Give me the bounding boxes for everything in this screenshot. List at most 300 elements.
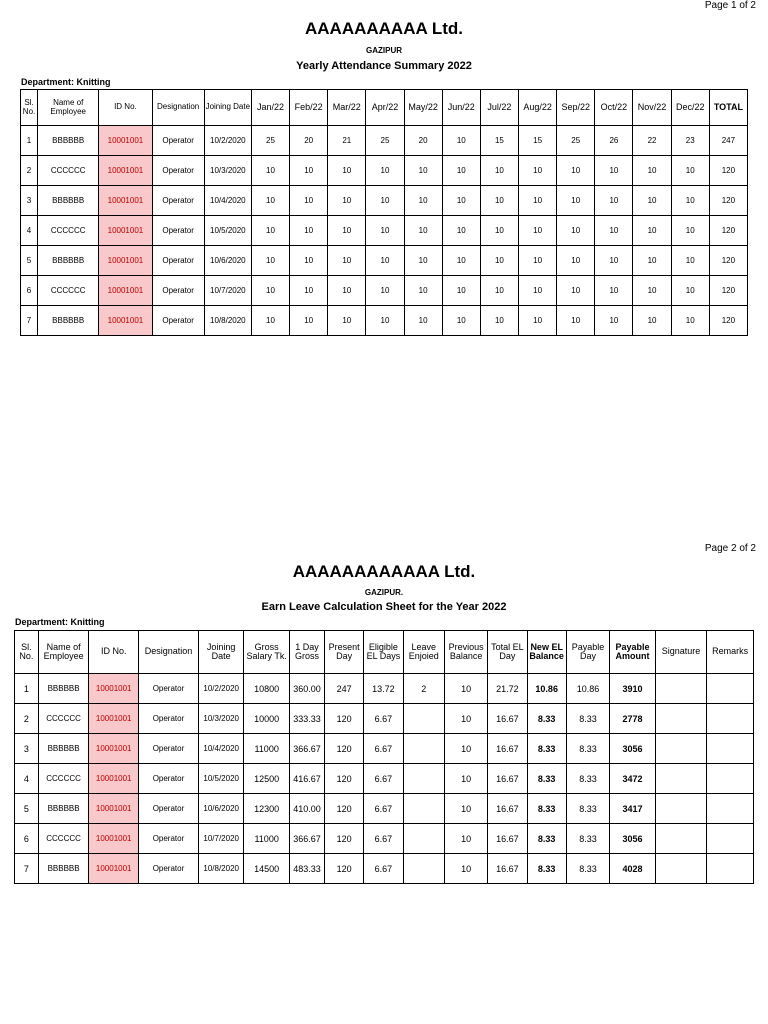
table-cell: 21: [328, 126, 366, 156]
table-cell: 3056: [610, 824, 655, 854]
table-cell: 10/2/2020: [198, 674, 243, 704]
table-cell: Operator: [152, 246, 204, 276]
table-cell: 10800: [244, 674, 289, 704]
column-header: 1 Day Gross: [289, 631, 324, 674]
column-header: Remarks: [707, 631, 754, 674]
table-cell: 10: [328, 306, 366, 336]
table-cell: 10: [328, 156, 366, 186]
blank-cell: [707, 854, 754, 884]
table-cell: CCCCCC: [38, 824, 89, 854]
table-cell: 8.33: [527, 824, 566, 854]
table-cell: 10: [366, 276, 404, 306]
table-cell: [403, 734, 444, 764]
table-cell: 120: [325, 764, 364, 794]
table-cell: 10.86: [527, 674, 566, 704]
table-cell: 120: [325, 824, 364, 854]
table-row: [15, 734, 754, 764]
table-cell: 10: [404, 216, 442, 246]
table-cell: 10: [671, 276, 709, 306]
table-cell: 10/8/2020: [204, 306, 251, 336]
table-cell: 16.67: [488, 854, 527, 884]
page-number: Page 2 of 2: [704, 543, 756, 554]
table-cell: 10: [328, 246, 366, 276]
id-cell: 10001001: [99, 216, 152, 246]
table-cell: [403, 854, 444, 884]
column-header: TOTAL: [709, 90, 747, 126]
table-cell: 8.33: [527, 854, 566, 884]
table-cell: 483.33: [289, 854, 324, 884]
table-cell: 10/6/2020: [198, 794, 243, 824]
table-cell: 25: [366, 126, 404, 156]
table-cell: 6: [21, 276, 38, 306]
table-cell: 10: [671, 156, 709, 186]
blank-cell: [707, 794, 754, 824]
table-cell: 10/3/2020: [198, 704, 243, 734]
id-cell: 10001001: [99, 156, 152, 186]
table-cell: Operator: [139, 854, 199, 884]
table-cell: 10: [519, 306, 557, 336]
column-header: Aug/22: [519, 90, 557, 126]
table-cell: 10: [366, 186, 404, 216]
table-cell: 10: [519, 246, 557, 276]
table-cell: Operator: [139, 674, 199, 704]
table-cell: 13.72: [364, 674, 403, 704]
table-cell: 120: [325, 854, 364, 884]
table-cell: 10: [442, 156, 480, 186]
table-cell: 25: [557, 126, 595, 156]
table-cell: 10: [328, 216, 366, 246]
table-cell: 120: [709, 186, 747, 216]
table-cell: 10: [595, 246, 633, 276]
table-cell: 4: [21, 216, 38, 246]
table-cell: 8.33: [527, 794, 566, 824]
table-cell: 20: [404, 126, 442, 156]
table-cell: 10/4/2020: [198, 734, 243, 764]
table-row: [21, 276, 748, 306]
table-cell: 10: [290, 186, 328, 216]
table-cell: 8.33: [566, 854, 609, 884]
table-cell: 10: [633, 156, 671, 186]
table-cell: 10: [444, 794, 487, 824]
table-row: [15, 704, 754, 734]
blank-cell: [655, 854, 707, 884]
table-cell: 7: [21, 306, 38, 336]
table-cell: BBBBBB: [38, 186, 99, 216]
table-cell: 15: [519, 126, 557, 156]
table-cell: 4028: [610, 854, 655, 884]
table-cell: Operator: [139, 704, 199, 734]
id-cell: 10001001: [99, 246, 152, 276]
table-cell: 10: [444, 854, 487, 884]
column-header: Sl. No.: [15, 631, 39, 674]
table-cell: 10: [251, 186, 289, 216]
id-cell: 10001001: [89, 674, 139, 704]
table-cell: 22: [633, 126, 671, 156]
id-cell: 10001001: [89, 764, 139, 794]
column-header: Jun/22: [442, 90, 480, 126]
table-row: [15, 854, 754, 884]
blank-cell: [655, 734, 707, 764]
table-cell: 3056: [610, 734, 655, 764]
table-cell: Operator: [139, 734, 199, 764]
column-header: May/22: [404, 90, 442, 126]
table-cell: CCCCCC: [38, 156, 99, 186]
table-cell: 10: [251, 156, 289, 186]
table-row: [15, 764, 754, 794]
table-cell: 10: [633, 276, 671, 306]
table-cell: 6: [15, 824, 39, 854]
table-cell: 12500: [244, 764, 289, 794]
id-cell: 10001001: [89, 854, 139, 884]
table-cell: 10: [557, 246, 595, 276]
column-header: Gross Salary Tk.: [244, 631, 289, 674]
table-cell: 10: [519, 186, 557, 216]
department-label: Department: Knitting: [21, 77, 111, 87]
table-cell: [403, 824, 444, 854]
table-cell: 6.67: [364, 824, 403, 854]
table-cell: 2: [15, 704, 39, 734]
table-cell: 10: [444, 674, 487, 704]
table-cell: 10: [442, 216, 480, 246]
table-cell: 10: [444, 764, 487, 794]
table-cell: 6.67: [364, 764, 403, 794]
table-cell: 10: [480, 276, 518, 306]
table-cell: 10: [595, 306, 633, 336]
table-cell: 333.33: [289, 704, 324, 734]
table-cell: Operator: [152, 276, 204, 306]
table-cell: 10: [404, 306, 442, 336]
earn-leave-table: [14, 630, 754, 884]
blank-cell: [655, 824, 707, 854]
table-cell: 120: [325, 704, 364, 734]
table-cell: 10/7/2020: [198, 824, 243, 854]
page-1: [0, 0, 768, 500]
table-cell: 3472: [610, 764, 655, 794]
blank-cell: [655, 704, 707, 734]
table-cell: Operator: [139, 794, 199, 824]
table-cell: [403, 794, 444, 824]
column-header: Leave Enjoied: [403, 631, 444, 674]
table-cell: 8.33: [566, 794, 609, 824]
column-header: Jan/22: [251, 90, 289, 126]
table-cell: 10: [480, 306, 518, 336]
table-cell: 10: [366, 156, 404, 186]
table-cell: 3: [15, 734, 39, 764]
table-cell: 10: [444, 704, 487, 734]
table-row: [21, 126, 748, 156]
attendance-table: [20, 89, 748, 336]
table-row: [15, 674, 754, 704]
company-title: AAAAAAAAAAAA Ltd.: [292, 562, 476, 581]
table-cell: 8.33: [566, 704, 609, 734]
table-cell: 10: [442, 186, 480, 216]
table-cell: 3417: [610, 794, 655, 824]
table-cell: 16.67: [488, 764, 527, 794]
city-label: GAZIPUR: [366, 46, 402, 55]
column-header: Signature: [655, 631, 707, 674]
column-header: Designation: [139, 631, 199, 674]
column-header: New EL Balance: [527, 631, 566, 674]
table-cell: Operator: [139, 764, 199, 794]
table-cell: 2: [21, 156, 38, 186]
city-label: GAZIPUR.: [364, 588, 404, 597]
table-cell: 10: [595, 216, 633, 246]
table-cell: BBBBBB: [38, 674, 89, 704]
table-cell: 6.67: [364, 794, 403, 824]
column-header: Jul/22: [480, 90, 518, 126]
table-cell: 10: [251, 246, 289, 276]
table-cell: 10: [519, 156, 557, 186]
column-header: ID No.: [99, 90, 152, 126]
table-row: [21, 306, 748, 336]
table-cell: 10: [671, 186, 709, 216]
table-cell: BBBBBB: [38, 854, 89, 884]
table-cell: 10: [557, 156, 595, 186]
table-cell: Operator: [152, 156, 204, 186]
table-cell: 366.67: [289, 734, 324, 764]
table-cell: 416.67: [289, 764, 324, 794]
table-cell: 10/3/2020: [204, 156, 251, 186]
table-cell: 11000: [244, 824, 289, 854]
blank-cell: [707, 704, 754, 734]
table-cell: 10: [557, 186, 595, 216]
table-cell: 10: [290, 276, 328, 306]
table-cell: 26: [595, 126, 633, 156]
blank-cell: [655, 794, 707, 824]
id-cell: 10001001: [99, 306, 152, 336]
id-cell: 10001001: [89, 824, 139, 854]
table-cell: 10: [480, 156, 518, 186]
table-cell: 16.67: [488, 794, 527, 824]
table-cell: 10: [671, 306, 709, 336]
table-cell: BBBBBB: [38, 734, 89, 764]
table-cell: 10: [290, 306, 328, 336]
table-cell: 10: [480, 216, 518, 246]
table-cell: 8.33: [566, 824, 609, 854]
table-cell: 10: [442, 306, 480, 336]
blank-cell: [707, 764, 754, 794]
column-header: Payable Day: [566, 631, 609, 674]
column-header: Payable Amount: [610, 631, 655, 674]
table-cell: 10/2/2020: [204, 126, 251, 156]
table-cell: Operator: [152, 186, 204, 216]
department-label: Department: Knitting: [15, 617, 105, 627]
id-cell: 10001001: [89, 794, 139, 824]
table-cell: Operator: [152, 306, 204, 336]
table-cell: 10/7/2020: [204, 276, 251, 306]
table-cell: CCCCCC: [38, 276, 99, 306]
blank-cell: [707, 674, 754, 704]
blank-cell: [707, 824, 754, 854]
column-header: Name of Employee: [38, 631, 89, 674]
table-cell: 8.33: [566, 734, 609, 764]
column-header: Present Day: [325, 631, 364, 674]
table-cell: 10: [480, 246, 518, 276]
table-cell: 3: [21, 186, 38, 216]
table-cell: 10: [444, 734, 487, 764]
id-cell: 10001001: [99, 126, 152, 156]
table-cell: 10: [671, 246, 709, 276]
table-cell: CCCCCC: [38, 704, 89, 734]
earn-leave-header-row: [15, 631, 754, 674]
table-cell: 10: [557, 306, 595, 336]
table-cell: 14500: [244, 854, 289, 884]
column-header: Designation: [152, 90, 204, 126]
table-row: [21, 216, 748, 246]
table-cell: 10: [480, 186, 518, 216]
table-cell: 10: [444, 824, 487, 854]
table-cell: BBBBBB: [38, 306, 99, 336]
table-cell: 10: [557, 276, 595, 306]
table-cell: 10: [404, 186, 442, 216]
table-cell: 15: [480, 126, 518, 156]
column-header: Sep/22: [557, 90, 595, 126]
table-cell: 120: [709, 246, 747, 276]
table-cell: 10: [366, 216, 404, 246]
table-cell: 10: [442, 276, 480, 306]
id-cell: 10001001: [99, 186, 152, 216]
table-cell: 366.67: [289, 824, 324, 854]
table-cell: Operator: [152, 126, 204, 156]
blank-cell: [655, 674, 707, 704]
table-cell: 20: [290, 126, 328, 156]
id-cell: 10001001: [89, 704, 139, 734]
table-cell: 120: [709, 216, 747, 246]
table-cell: 10: [328, 186, 366, 216]
table-cell: 10: [404, 246, 442, 276]
table-cell: 10: [595, 186, 633, 216]
table-cell: 10/6/2020: [204, 246, 251, 276]
table-cell: 8.33: [527, 764, 566, 794]
table-cell: 10/5/2020: [204, 216, 251, 246]
company-title: AAAAAAAAAA Ltd.: [304, 19, 463, 38]
table-cell: 4: [15, 764, 39, 794]
table-cell: 6.67: [364, 704, 403, 734]
table-cell: 10: [595, 156, 633, 186]
column-header: Apr/22: [366, 90, 404, 126]
table-cell: 10: [251, 306, 289, 336]
table-cell: 16.67: [488, 734, 527, 764]
table-cell: Operator: [139, 824, 199, 854]
table-cell: 120: [325, 794, 364, 824]
table-cell: 8.33: [527, 734, 566, 764]
table-cell: 2: [403, 674, 444, 704]
table-cell: 10: [251, 276, 289, 306]
table-cell: 12300: [244, 794, 289, 824]
table-cell: 10: [404, 156, 442, 186]
table-cell: 10000: [244, 704, 289, 734]
sheet-title: Yearly Attendance Summary 2022: [296, 60, 472, 72]
column-header: Oct/22: [595, 90, 633, 126]
blank-cell: [707, 734, 754, 764]
table-cell: 10: [290, 216, 328, 246]
table-cell: 10.86: [566, 674, 609, 704]
table-cell: 2778: [610, 704, 655, 734]
table-cell: BBBBBB: [38, 246, 99, 276]
column-header: Feb/22: [290, 90, 328, 126]
table-cell: 10: [557, 216, 595, 246]
table-cell: 16.67: [488, 704, 527, 734]
table-cell: 7: [15, 854, 39, 884]
table-cell: 10: [366, 246, 404, 276]
table-cell: 6.67: [364, 734, 403, 764]
attendance-header-row: [21, 90, 748, 126]
column-header: Eligible EL Days: [364, 631, 403, 674]
column-header: Nov/22: [633, 90, 671, 126]
table-cell: 10: [404, 276, 442, 306]
column-header: ID No.: [89, 631, 139, 674]
table-cell: 10/8/2020: [198, 854, 243, 884]
table-row: [21, 186, 748, 216]
id-cell: 10001001: [89, 734, 139, 764]
table-cell: 10: [671, 216, 709, 246]
table-cell: BBBBBB: [38, 126, 99, 156]
column-header: Sl. No.: [21, 90, 38, 126]
table-row: [15, 794, 754, 824]
table-cell: 10: [633, 306, 671, 336]
page-2: [0, 540, 768, 1024]
table-cell: 10: [251, 216, 289, 246]
sheet-title: Earn Leave Calculation Sheet for the Year 2022: [261, 601, 507, 613]
table-cell: 10: [442, 246, 480, 276]
column-header: Joining Date: [198, 631, 243, 674]
table-cell: 247: [709, 126, 747, 156]
table-cell: 5: [21, 246, 38, 276]
table-cell: Operator: [152, 216, 204, 246]
table-cell: [403, 764, 444, 794]
table-cell: 10: [633, 216, 671, 246]
table-cell: 16.67: [488, 824, 527, 854]
table-cell: CCCCCC: [38, 216, 99, 246]
table-cell: 23: [671, 126, 709, 156]
column-header: Joining Date: [204, 90, 251, 126]
column-header: Total EL Day: [488, 631, 527, 674]
table-cell: 360.00: [289, 674, 324, 704]
table-row: [21, 246, 748, 276]
column-header: Mar/22: [328, 90, 366, 126]
table-cell: 10: [366, 306, 404, 336]
table-cell: BBBBBB: [38, 794, 89, 824]
table-cell: [403, 704, 444, 734]
table-cell: 10/4/2020: [204, 186, 251, 216]
table-cell: 10: [442, 126, 480, 156]
table-cell: 120: [709, 156, 747, 186]
table-cell: 10/5/2020: [198, 764, 243, 794]
table-cell: 21.72: [488, 674, 527, 704]
table-cell: 8.33: [527, 704, 566, 734]
table-cell: 10: [290, 156, 328, 186]
table-cell: 10: [633, 246, 671, 276]
table-cell: 11000: [244, 734, 289, 764]
table-cell: 120: [709, 306, 747, 336]
column-header: Name of Employee: [38, 90, 99, 126]
table-cell: 10: [519, 216, 557, 246]
table-cell: 247: [325, 674, 364, 704]
table-cell: 1: [15, 674, 39, 704]
id-cell: 10001001: [99, 276, 152, 306]
table-cell: 10: [519, 276, 557, 306]
table-cell: 120: [325, 734, 364, 764]
table-row: [15, 824, 754, 854]
table-cell: 10: [595, 276, 633, 306]
table-cell: 120: [709, 276, 747, 306]
table-cell: 8.33: [566, 764, 609, 794]
table-cell: 410.00: [289, 794, 324, 824]
table-cell: 5: [15, 794, 39, 824]
table-cell: 10: [633, 186, 671, 216]
blank-cell: [655, 764, 707, 794]
table-cell: 3910: [610, 674, 655, 704]
